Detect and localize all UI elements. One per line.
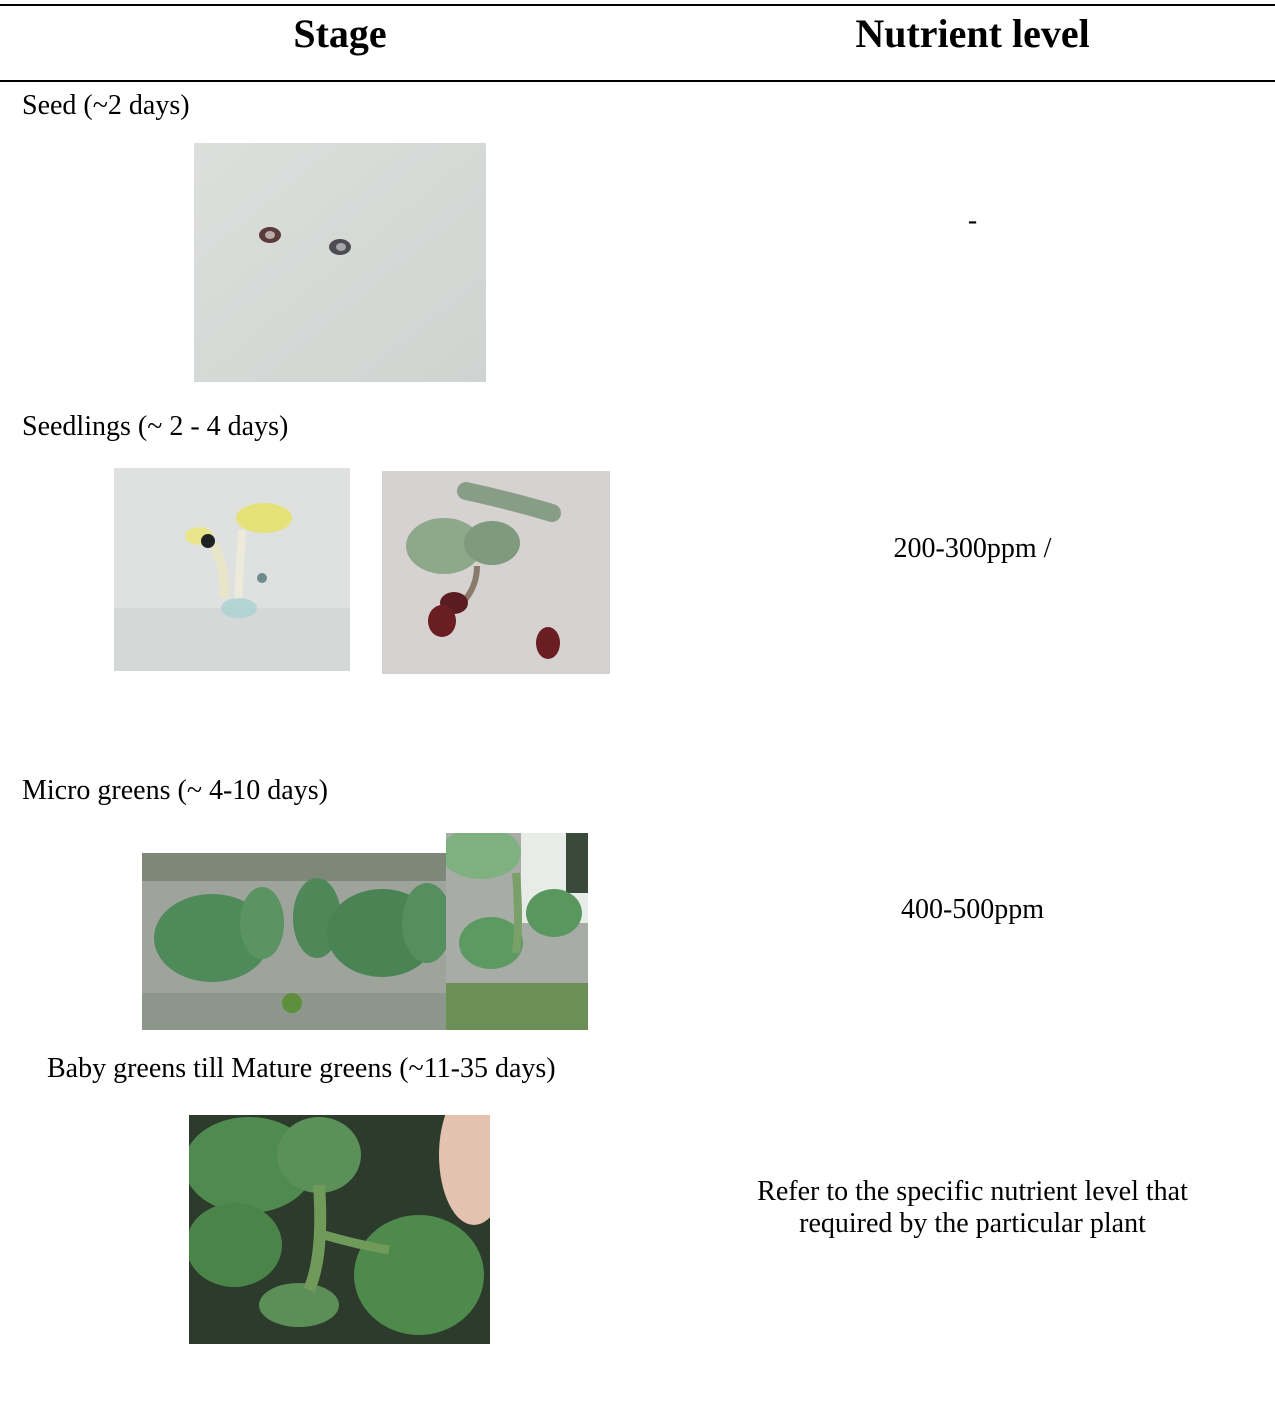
nutrient-value-seedlings: 200-300ppm / — [893, 533, 1052, 564]
header-rule — [0, 80, 1275, 82]
stage-label-baby-greens: Baby greens till Mature greens (~11-35 days) — [47, 1053, 556, 1084]
nutrient-value-seed: - — [967, 205, 978, 236]
microgreen-single-photo — [446, 833, 588, 1030]
nutrient-value-baby-greens-line1: Refer to the specific nutrient level that — [757, 1176, 1188, 1207]
microgreens-cluster-photo — [142, 853, 446, 1030]
stage-label-seed: Seed (~2 days) — [22, 90, 190, 121]
stage-label-micro-greens: Micro greens (~ 4-10 days) — [22, 775, 328, 806]
seed-photo — [194, 143, 486, 382]
nutrient-value-baby-greens — [700, 1176, 1245, 1240]
baby-greens-photo — [189, 1115, 490, 1344]
stage-column-header: Stage — [293, 11, 387, 56]
nutrient-value-baby-greens-line2: required by the particular plant — [799, 1208, 1146, 1240]
seedling-photo — [382, 471, 610, 674]
stage-label-seedlings: Seedlings (~ 2 - 4 days) — [22, 411, 289, 442]
nutrient-value-micro-greens: 400-500ppm — [900, 894, 1045, 925]
sprouted-seed-photo — [114, 468, 350, 671]
nutrient-column-header: Nutrient level — [855, 11, 1090, 56]
top-rule — [0, 4, 1275, 6]
